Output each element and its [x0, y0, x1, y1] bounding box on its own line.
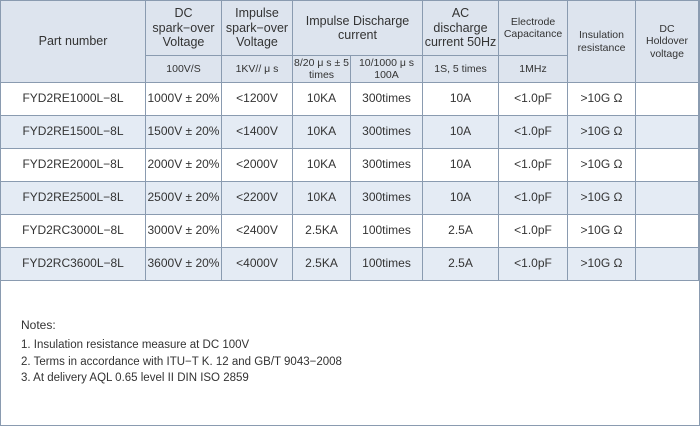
header-part-number: Part number — [1, 1, 146, 83]
cell-part-number: FYD2RE1000L−8L — [1, 83, 146, 116]
cell-ac-discharge: 10A — [423, 182, 499, 215]
table-row — [1, 215, 699, 248]
cell-dc-spark-over: 1500V ± 20% — [146, 116, 222, 149]
cell-impulse-spark-over: <4000V — [222, 248, 293, 281]
cell-impulse-8-20: 2.5KA — [293, 248, 351, 281]
header-impulse-discharge-10-1000: 10/1000 μ s 100A — [351, 56, 423, 83]
cell-impulse-8-20: 10KA — [293, 182, 351, 215]
cell-holdover — [636, 182, 699, 215]
header-electrode-capacitance: Electrode Capacitance — [499, 1, 568, 56]
cell-ac-discharge: 2.5A — [423, 215, 499, 248]
cell-impulse-10-1000: 300times — [351, 182, 423, 215]
cell-impulse-spark-over: <1200V — [222, 83, 293, 116]
header-insulation-resistance: Insulation resistance — [568, 1, 636, 83]
cell-holdover — [636, 215, 699, 248]
header-dc-spark-over: DC spark−over Voltage — [146, 1, 222, 56]
header-electrode-capacitance-unit: 1MHz — [499, 56, 568, 83]
cell-holdover — [636, 149, 699, 182]
cell-part-number: FYD2RE2000L−8L — [1, 149, 146, 182]
cell-impulse-8-20: 10KA — [293, 83, 351, 116]
header-ac-discharge: AC discharge current 50Hz — [423, 1, 499, 56]
cell-impulse-spark-over: <1400V — [222, 116, 293, 149]
cell-impulse-10-1000: 100times — [351, 248, 423, 281]
cell-impulse-10-1000: 100times — [351, 215, 423, 248]
header-impulse-discharge: Impulse Discharge current — [293, 1, 423, 56]
cell-impulse-spark-over: <2400V — [222, 215, 293, 248]
header-impulse-spark-over-unit: 1KV// μ s — [222, 56, 293, 83]
cell-part-number: FYD2RE2500L−8L — [1, 182, 146, 215]
cell-insulation: >10G Ω — [568, 83, 636, 116]
cell-dc-spark-over: 2500V ± 20% — [146, 182, 222, 215]
cell-impulse-8-20: 10KA — [293, 149, 351, 182]
cell-impulse-spark-over: <2000V — [222, 149, 293, 182]
cell-capacitance: <1.0pF — [499, 149, 568, 182]
cell-impulse-spark-over: <2200V — [222, 182, 293, 215]
header-ac-discharge-unit: 1S, 5 times — [423, 56, 499, 83]
cell-part-number: FYD2RC3000L−8L — [1, 215, 146, 248]
table-row — [1, 248, 699, 281]
cell-ac-discharge: 2.5A — [423, 248, 499, 281]
header-dc-holdover: DC Holdover voltage — [636, 1, 699, 83]
cell-capacitance: <1.0pF — [499, 116, 568, 149]
cell-part-number: FYD2RE1500L−8L — [1, 116, 146, 149]
cell-ac-discharge: 10A — [423, 83, 499, 116]
cell-insulation: >10G Ω — [568, 215, 636, 248]
cell-holdover — [636, 248, 699, 281]
cell-dc-spark-over: 1000V ± 20% — [146, 83, 222, 116]
cell-dc-spark-over: 2000V ± 20% — [146, 149, 222, 182]
cell-insulation: >10G Ω — [568, 248, 636, 281]
cell-holdover — [636, 83, 699, 116]
header-dc-spark-over-unit: 100V/S — [146, 56, 222, 83]
cell-impulse-8-20: 10KA — [293, 116, 351, 149]
table-row — [1, 116, 699, 149]
header-impulse-discharge-8-20: 8/20 μ s ± 5 times — [293, 56, 349, 81]
cell-impulse-8-20: 2.5KA — [293, 215, 351, 248]
table-row — [1, 83, 699, 116]
cell-holdover — [636, 116, 699, 149]
cell-capacitance: <1.0pF — [499, 215, 568, 248]
cell-capacitance: <1.0pF — [499, 83, 568, 116]
note-item: 2. Terms in accordance with ITU−T K. 12 and GB/T 9043−2008 — [21, 355, 342, 368]
cell-impulse-10-1000: 300times — [351, 83, 423, 116]
cell-ac-discharge: 10A — [423, 149, 499, 182]
table-row — [1, 149, 699, 182]
cell-impulse-10-1000: 300times — [351, 116, 423, 149]
note-item: 1. Insulation resistance measure at DC 100V — [21, 339, 250, 351]
note-item: 3. At delivery AQL 0.65 level II DIN ISO 2859 — [21, 372, 249, 384]
cell-insulation: >10G Ω — [568, 149, 636, 182]
table-row — [1, 182, 699, 215]
cell-insulation: >10G Ω — [568, 116, 636, 149]
cell-dc-spark-over: 3000V ± 20% — [146, 215, 222, 248]
header-impulse-spark-over: Impulse spark−over Voltage — [222, 1, 293, 56]
cell-capacitance: <1.0pF — [499, 248, 568, 281]
cell-impulse-10-1000: 300times — [351, 149, 423, 182]
notes-title: Notes: — [21, 318, 56, 332]
cell-ac-discharge: 10A — [423, 116, 499, 149]
cell-part-number: FYD2RC3600L−8L — [1, 248, 146, 281]
cell-dc-spark-over: 3600V ± 20% — [146, 248, 222, 281]
cell-insulation: >10G Ω — [568, 182, 636, 215]
cell-capacitance: <1.0pF — [499, 182, 568, 215]
notes-section — [21, 318, 342, 387]
